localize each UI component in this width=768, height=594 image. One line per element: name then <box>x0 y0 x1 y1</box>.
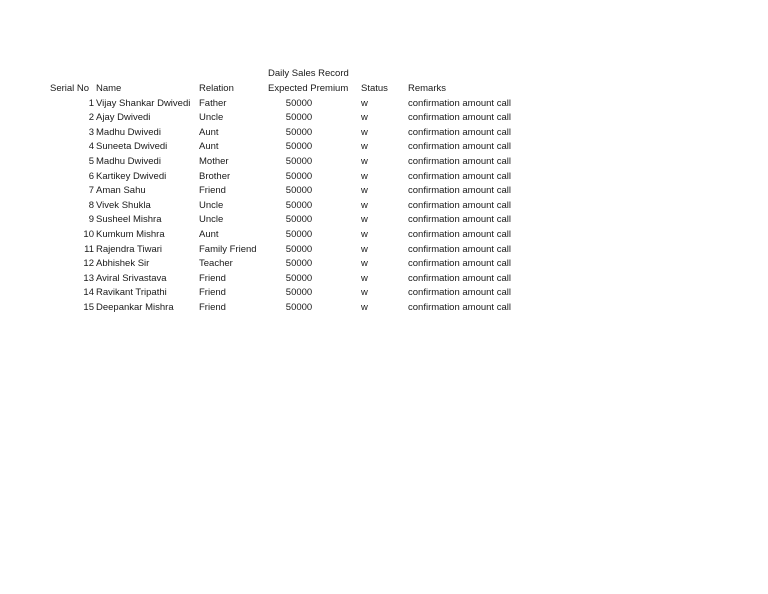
serial-cell: 13 <box>83 272 94 284</box>
premium-cell: 50000 <box>285 97 313 109</box>
serial-cell: 2 <box>88 112 94 124</box>
name-cell: Suneeta Dwivedi <box>96 141 168 153</box>
status-cell: w <box>361 228 368 240</box>
table-row <box>0 155 560 170</box>
sales-table <box>0 82 560 316</box>
relation-cell: Teacher <box>199 258 233 270</box>
header-serial: Serial No <box>50 83 90 94</box>
name-cell: Ravikant Tripathi <box>96 287 167 299</box>
remarks-cell: confirmation amount call <box>408 214 511 226</box>
remarks-cell: confirmation amount call <box>408 155 511 167</box>
name-cell: Vivek Shukla <box>96 199 151 211</box>
serial-cell: 4 <box>88 141 94 153</box>
name-cell: Susheel Mishra <box>96 214 162 226</box>
table-row <box>0 243 560 258</box>
serial-cell: 3 <box>88 126 94 138</box>
relation-cell: Father <box>199 97 227 109</box>
table-row <box>0 111 560 126</box>
remarks-cell: confirmation amount call <box>408 228 511 240</box>
table-row <box>0 213 560 228</box>
header-relation: Relation <box>199 83 234 94</box>
remarks-cell: confirmation amount call <box>408 272 511 284</box>
table-row <box>0 140 560 155</box>
premium-cell: 50000 <box>285 243 313 255</box>
premium-cell: 50000 <box>285 155 313 167</box>
header-row <box>0 82 560 97</box>
table-row <box>0 170 560 185</box>
table-row <box>0 301 560 316</box>
name-cell: Rajendra Tiwari <box>96 243 162 255</box>
relation-cell: Mother <box>199 155 229 167</box>
serial-cell: 5 <box>88 155 94 167</box>
name-cell: Madhu Dwivedi <box>96 155 161 167</box>
name-cell: Aviral Srivastava <box>96 272 167 284</box>
status-cell: w <box>361 141 368 153</box>
status-cell: w <box>361 272 368 284</box>
name-cell: Ajay Dwivedi <box>96 112 151 124</box>
premium-cell: 50000 <box>285 170 313 182</box>
name-cell: Deepankar Mishra <box>96 301 174 313</box>
relation-cell: Friend <box>199 185 226 197</box>
premium-cell: 50000 <box>285 258 313 270</box>
relation-cell: Uncle <box>199 199 224 211</box>
relation-cell: Uncle <box>199 214 224 226</box>
status-cell: w <box>361 126 368 138</box>
status-cell: w <box>361 170 368 182</box>
remarks-cell: confirmation amount call <box>408 141 511 153</box>
premium-cell: 50000 <box>285 199 313 211</box>
remarks-cell: confirmation amount call <box>408 170 511 182</box>
premium-cell: 50000 <box>285 141 313 153</box>
premium-cell: 50000 <box>285 287 313 299</box>
relation-cell: Aunt <box>199 126 219 138</box>
table-body <box>0 97 560 316</box>
status-cell: w <box>361 199 368 211</box>
remarks-cell: confirmation amount call <box>408 97 511 109</box>
status-cell: w <box>361 243 368 255</box>
serial-cell: 9 <box>88 214 94 226</box>
status-cell: w <box>361 258 368 270</box>
serial-cell: 7 <box>88 185 94 197</box>
status-cell: w <box>361 155 368 167</box>
remarks-cell: confirmation amount call <box>408 258 511 270</box>
sheet-title: Daily Sales Record <box>268 68 349 79</box>
name-cell: Madhu Dwivedi <box>96 126 161 138</box>
status-cell: w <box>361 97 368 109</box>
relation-cell: Friend <box>199 287 226 299</box>
premium-cell: 50000 <box>285 228 313 240</box>
serial-cell: 1 <box>88 97 94 109</box>
table-row <box>0 126 560 141</box>
serial-cell: 10 <box>83 228 94 240</box>
header-remarks: Remarks <box>408 83 447 94</box>
serial-cell: 11 <box>84 243 94 255</box>
remarks-cell: confirmation amount call <box>408 126 511 138</box>
table-row <box>0 272 560 287</box>
premium-cell: 50000 <box>285 301 313 313</box>
status-cell: w <box>361 287 368 299</box>
premium-cell: 50000 <box>285 214 313 226</box>
relation-cell: Friend <box>199 272 226 284</box>
serial-cell: 15 <box>83 301 94 313</box>
relation-cell: Uncle <box>199 112 224 124</box>
table-row <box>0 286 560 301</box>
premium-cell: 50000 <box>285 112 313 124</box>
header-name: Name <box>96 83 122 94</box>
status-cell: w <box>361 301 368 313</box>
relation-cell: Brother <box>199 170 231 182</box>
relation-cell: Friend <box>199 301 226 313</box>
remarks-cell: confirmation amount call <box>408 112 511 124</box>
table-row <box>0 184 560 199</box>
table-row <box>0 199 560 214</box>
name-cell: Abhishek Sir <box>96 258 150 270</box>
status-cell: w <box>361 214 368 226</box>
serial-cell: 14 <box>83 287 94 299</box>
premium-cell: 50000 <box>285 126 313 138</box>
relation-cell: Family Friend <box>199 243 257 255</box>
relation-cell: Aunt <box>199 141 219 153</box>
serial-cell: 8 <box>88 199 94 211</box>
status-cell: w <box>361 185 368 197</box>
serial-cell: 12 <box>83 258 94 270</box>
table-row <box>0 257 560 272</box>
remarks-cell: confirmation amount call <box>408 185 511 197</box>
name-cell: Kartikey Dwivedi <box>96 170 167 182</box>
header-premium: Expected Premium <box>268 83 349 94</box>
relation-cell: Aunt <box>199 228 219 240</box>
name-cell: Aman Sahu <box>96 185 146 197</box>
remarks-cell: confirmation amount call <box>408 287 511 299</box>
premium-cell: 50000 <box>285 272 313 284</box>
name-cell: Kumkum Mishra <box>96 228 165 240</box>
status-cell: w <box>361 112 368 124</box>
table-row <box>0 228 560 243</box>
name-cell: Vijay Shankar Dwivedi <box>96 97 191 109</box>
remarks-cell: confirmation amount call <box>408 301 511 313</box>
premium-cell: 50000 <box>285 185 313 197</box>
header-status: Status <box>361 83 388 94</box>
table-row <box>0 97 560 112</box>
remarks-cell: confirmation amount call <box>408 199 511 211</box>
serial-cell: 6 <box>88 170 94 182</box>
remarks-cell: confirmation amount call <box>408 243 511 255</box>
